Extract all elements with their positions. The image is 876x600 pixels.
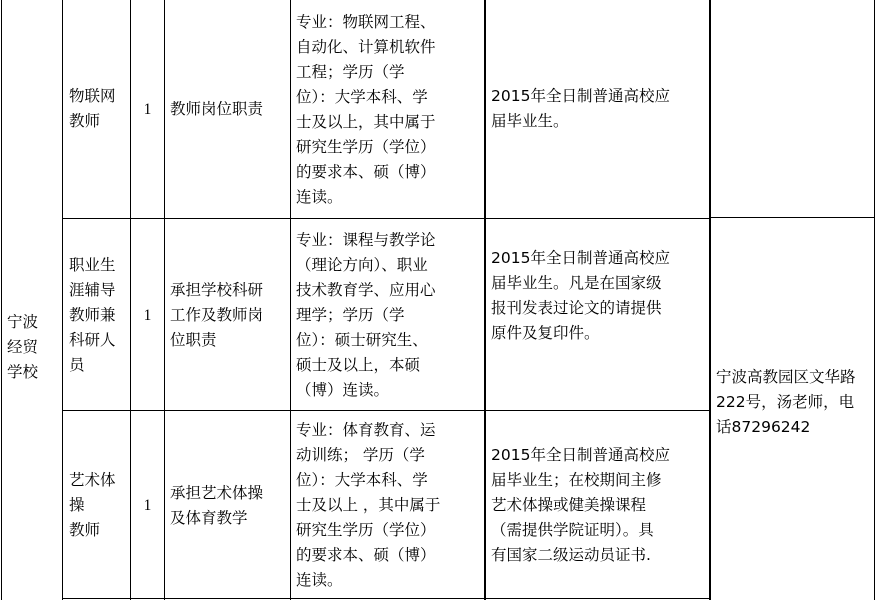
grid-line [164,0,165,600]
duty-cell [165,220,290,411]
contact-cell [711,218,873,600]
grid-line [62,218,710,219]
count-cell [131,220,164,411]
grid-line [1,0,2,600]
position-duty: 承担学校科研 工作及教师岗 位职责 [170,281,264,349]
grid-line [62,410,710,411]
grid-line [484,0,486,600]
other-requirements: 2015年全日制普通高校应 届毕业生。凡是在国家级 报刊发表过论文的请提供 原件及复印件。 [491,248,670,342]
position-requirements: 专业：体育教育、运 动训练； 学历（学 位）：大学本科、学 士及以上 ，其中属于 研究生学历（学位） 的要求本、硕（博） 连读。 [296,421,441,589]
position-cell [64,0,130,218]
grid-line [709,0,711,600]
other-requirements: 2015年全日制普通高校应 届毕业生；在校期间主修 艺术体操或健美操课程 （需提供学院证明）。具 有国家二级运动员证书. [491,446,670,564]
position-duty: 承担艺术体操 及体育教学 [170,483,264,527]
position-duty: 教师岗位职责 [170,99,264,118]
duty-cell [165,413,290,598]
requirements-cell [291,220,484,411]
requirements-cell [291,413,484,598]
position-requirements: 专业：物联网工程、 自动化、计算机软件 工程；学历（学 位）：大学本科、学 士及以上，其中属于 研究生学历（学位） 的要求本、硕（博） 连读。 [296,13,436,206]
grid-line [62,0,63,600]
grid-line [62,598,710,599]
position-cell [64,220,130,411]
position-count: 1 [143,307,152,324]
grid-line [874,0,875,600]
school-name: 宁波 经贸 学校 [7,313,39,381]
grid-line [130,0,131,600]
position-cell [64,413,130,598]
position-title: 职业生 涯辅导 教师兼 科研人 员 [69,256,116,374]
school-name-cell [2,0,62,600]
position-count: 1 [143,100,152,118]
grid-line [290,0,291,600]
other-requirements: 2015年全日制普通高校应 届毕业生。 [491,87,670,130]
grid-line [709,217,875,218]
duty-cell [165,0,290,218]
position-title: 艺术体 操 教师 [69,471,116,539]
other-requirements-cell [486,220,710,411]
position-requirements: 专业：课程与教学论 （理论方向）、职业 技术教育学、应用心 理学；学历（学 位）：硕士研究生、 硕士及以上，本硕 （博）连读。 [296,231,436,399]
requirements-cell [291,2,484,218]
other-requirements-cell [486,0,710,218]
position-title: 物联网 教师 [69,87,116,130]
other-requirements-cell [486,413,710,598]
count-cell [131,413,164,598]
count-cell [131,0,164,218]
contact-info: 宁波高教园区文华路222号，汤老师，电话87296242 [716,367,856,436]
position-count: 1 [143,497,152,514]
